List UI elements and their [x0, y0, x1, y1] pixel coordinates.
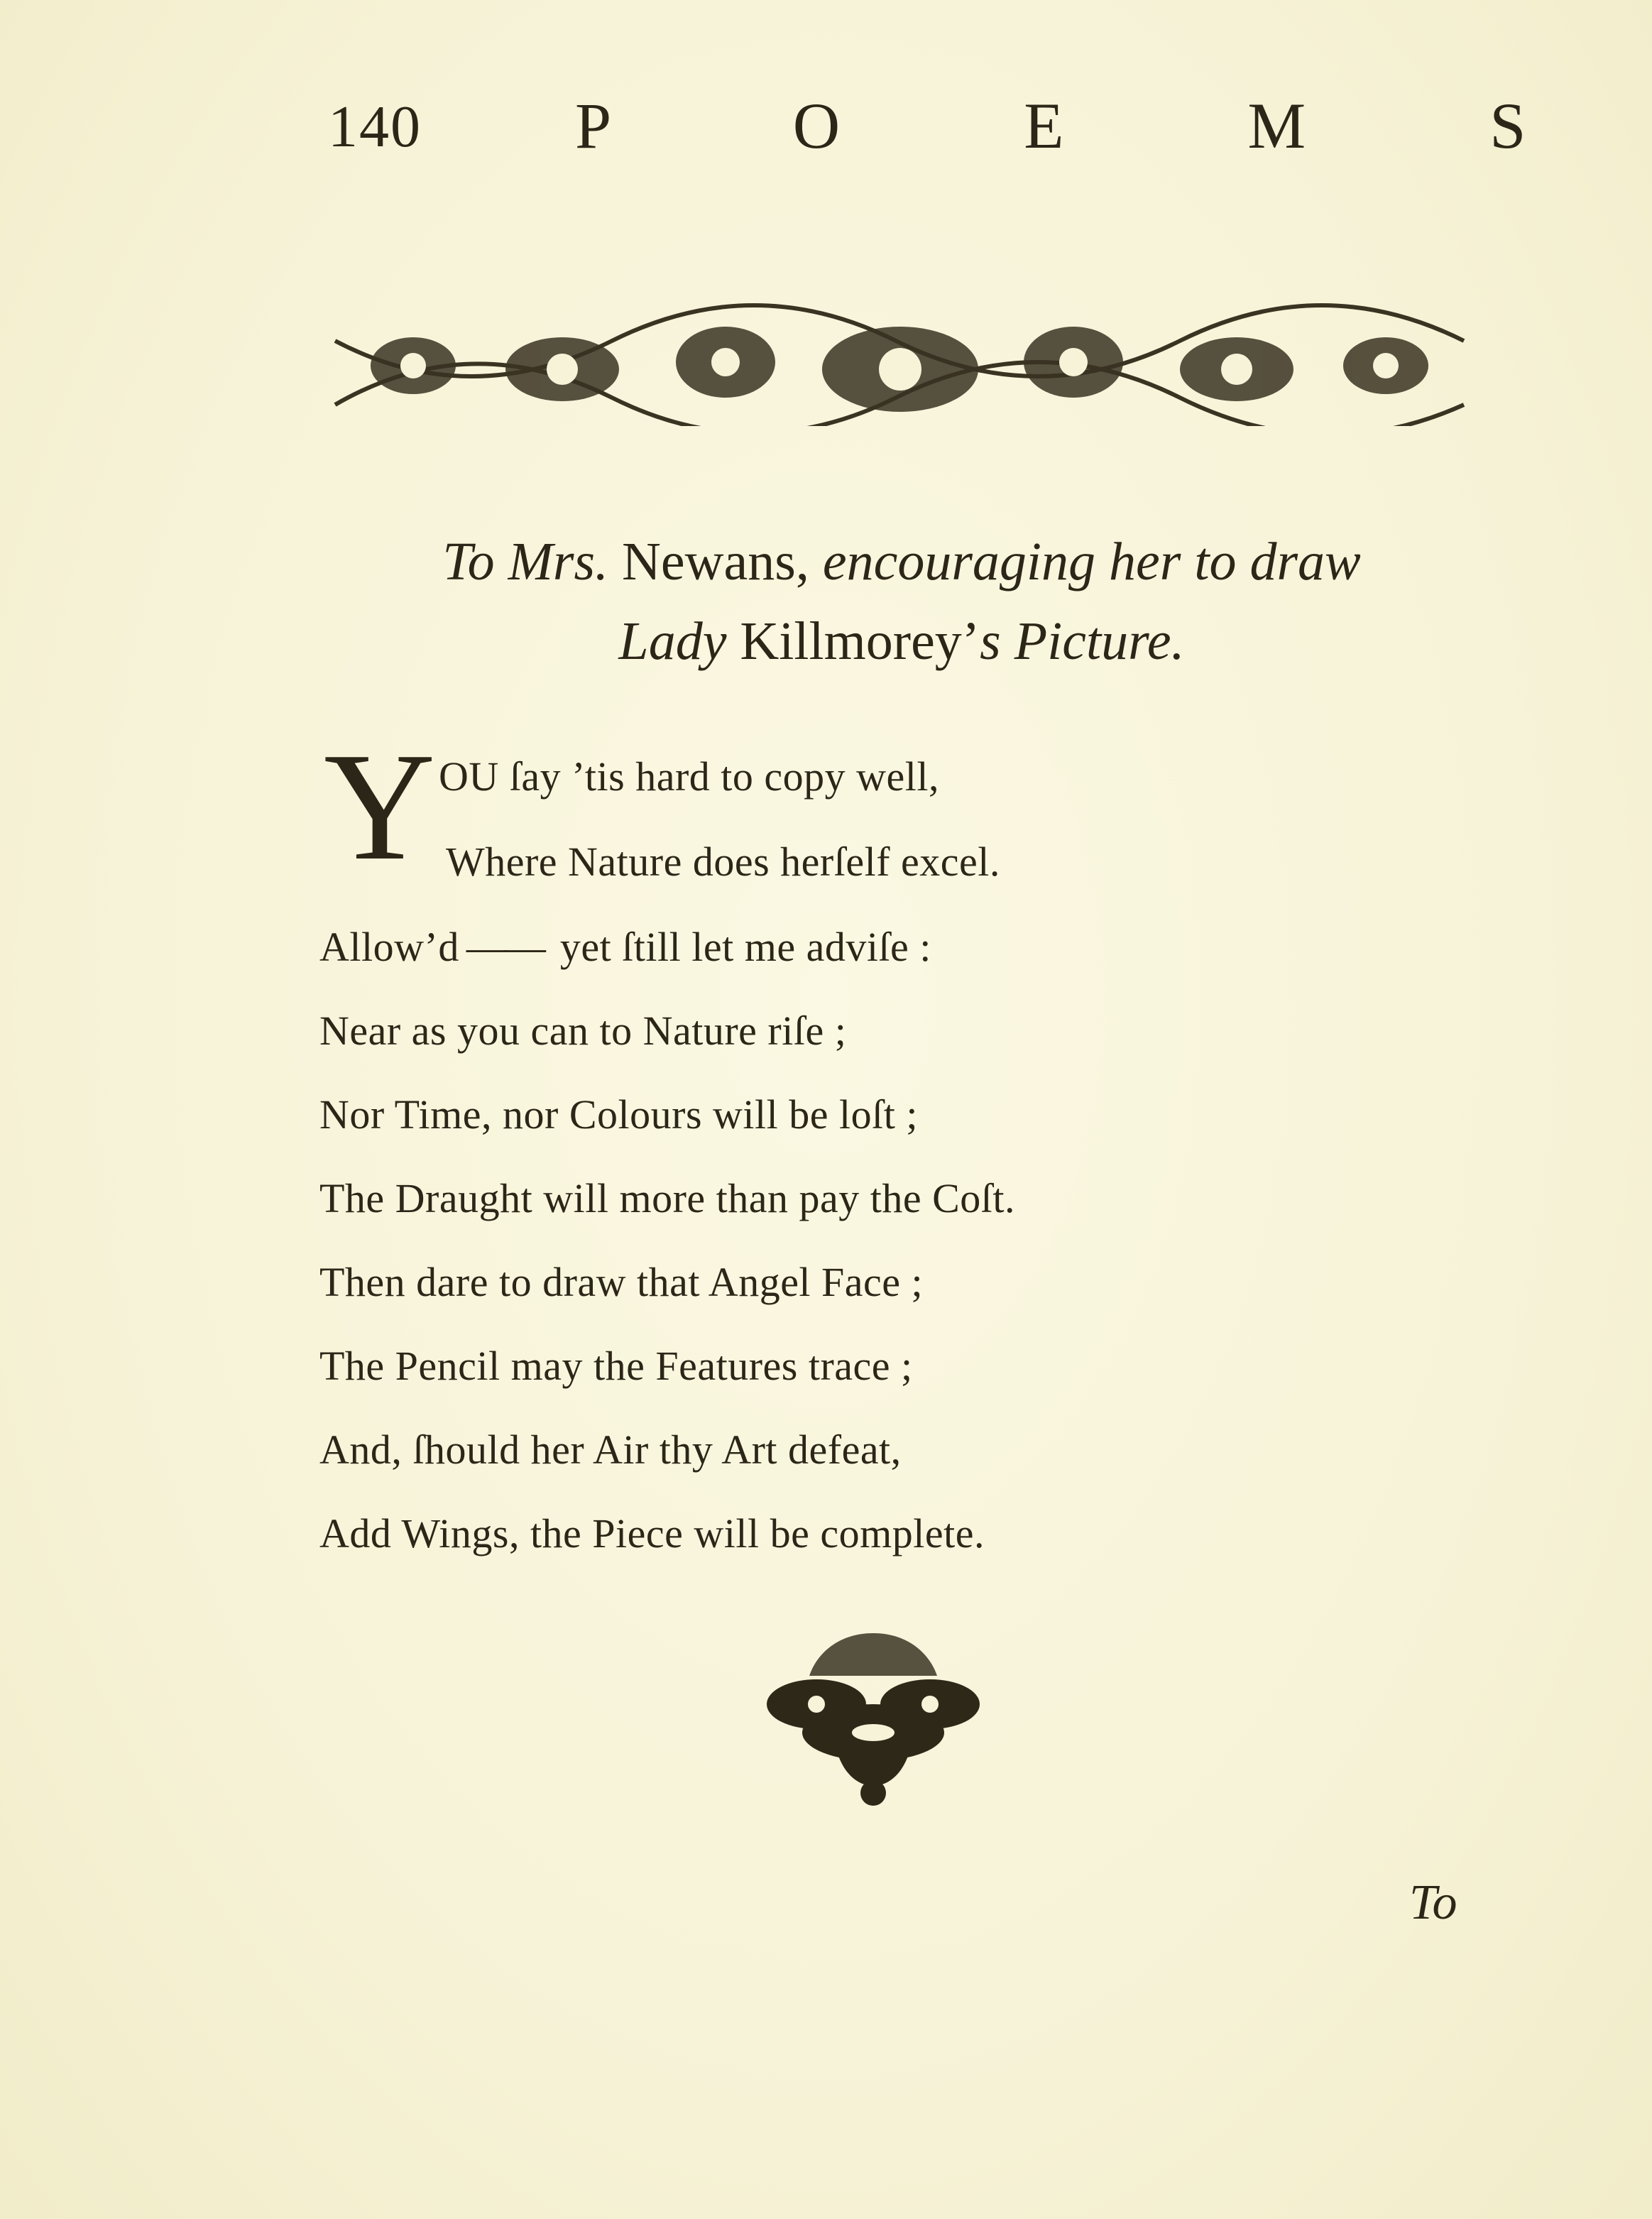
poem-line: Nor Time, nor Colours will be loſt ; — [319, 1091, 918, 1138]
running-head — [0, 80, 1652, 165]
poem-title — [312, 522, 1491, 681]
title-segment: To Mrs. — [442, 532, 609, 591]
poem-line-part: Allow’d — [319, 924, 459, 970]
title-segment: s Picture. — [980, 611, 1185, 671]
page-number: 140 — [328, 94, 422, 160]
running-head-title: P O E M S — [575, 89, 1610, 162]
poem-line: And, ſhould her Air thy Art defeat, — [319, 1427, 902, 1473]
poem-line: Near as you can to Nature riſe ; — [319, 1008, 847, 1054]
poem-line: Add Wings, the Piece will be complete. — [319, 1510, 985, 1556]
title-segment: Newans, — [608, 532, 823, 591]
title-segment: Killmorey’ — [726, 611, 980, 671]
poem-line: Where Nature does herſelf excel. — [446, 839, 1000, 885]
poem-line: Then dare to draw that Angel Face ; — [319, 1259, 924, 1305]
poem-line — [319, 923, 931, 971]
poem-line: OU ſay ’tis hard to copy well, — [439, 753, 939, 800]
poem-line-part: yet ſtill let me adviſe : — [559, 924, 931, 970]
catchword: To — [1409, 1875, 1457, 1930]
headpiece-ornament — [328, 298, 1472, 426]
drop-cap: Y — [324, 721, 436, 893]
title-segment: encouraging her to draw — [822, 532, 1361, 591]
tailpiece-ornament — [753, 1626, 994, 1811]
poem-line: The Draught will more than pay the Coſt. — [319, 1175, 1016, 1221]
poem-line: The Pencil may the Features trace ; — [319, 1343, 913, 1389]
em-dash: —— — [466, 924, 543, 970]
title-segment: Lady — [618, 611, 727, 671]
